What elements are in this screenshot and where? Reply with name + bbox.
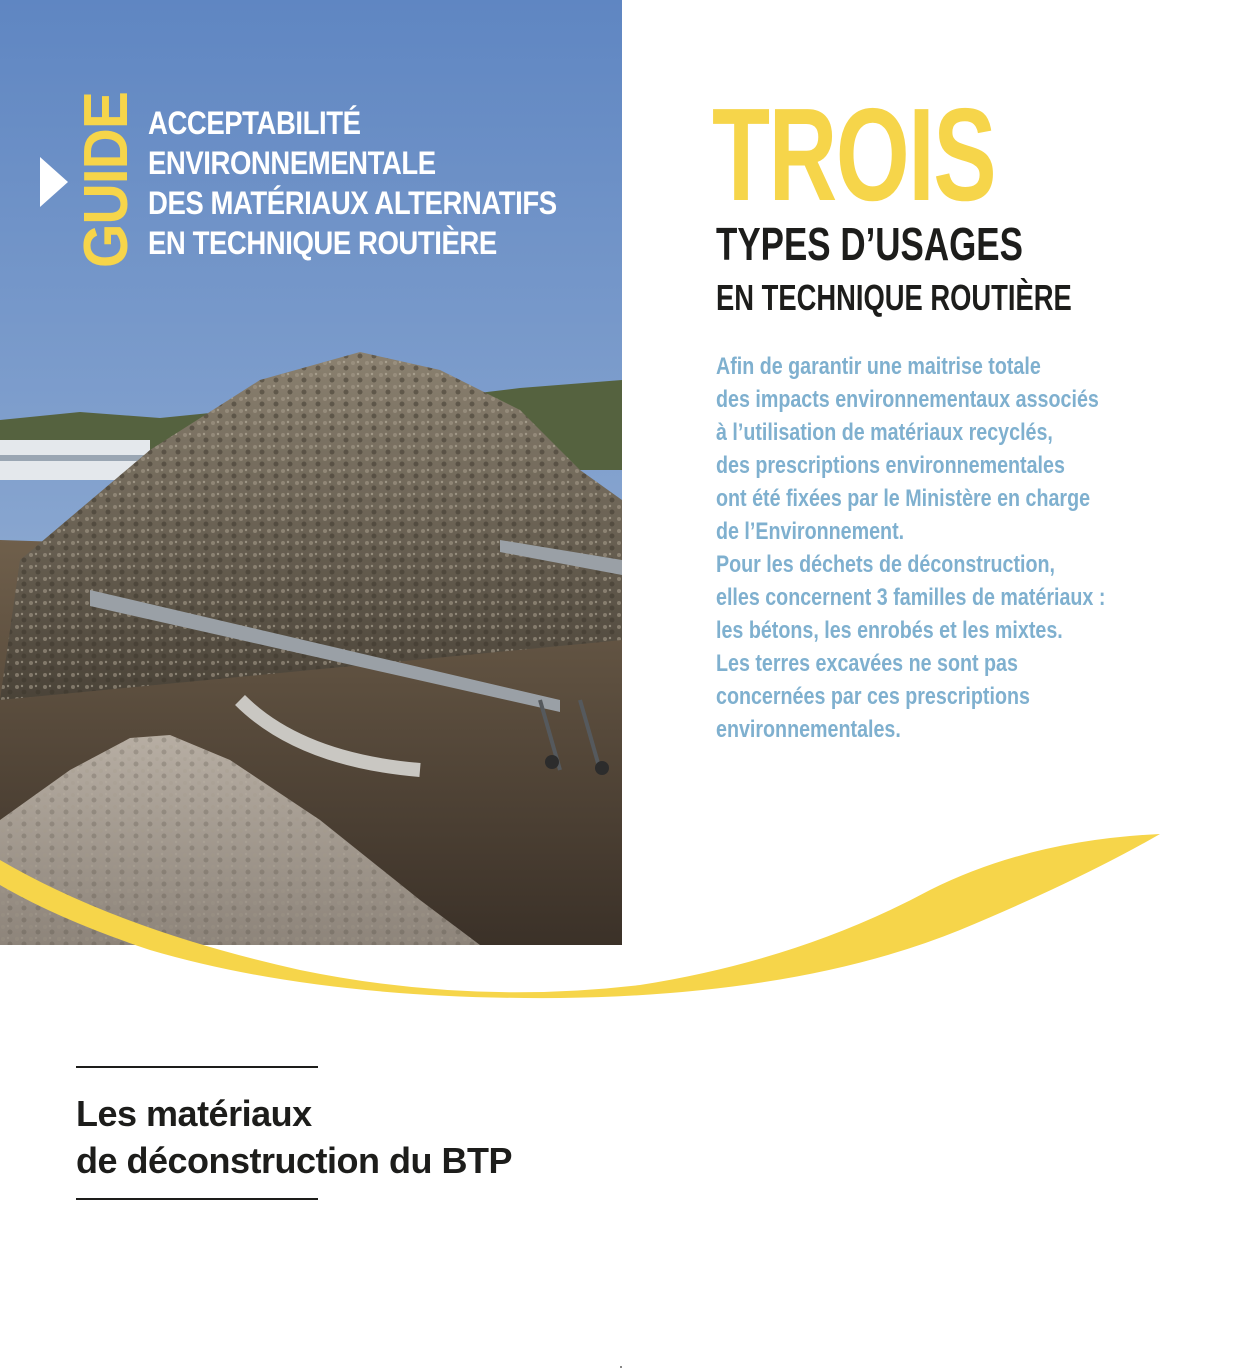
intro-line: les bétons, les enrobés et les mixtes. (716, 617, 1063, 644)
intro-paragraph (716, 350, 1175, 746)
intro-line: ont été fixées par le Ministère en charge (716, 485, 1091, 512)
intro-line: Pour les déchets de déconstruction, (716, 551, 1056, 578)
section-title-line: de déconstruction du BTP (76, 1140, 513, 1181)
guide-title-line: EN TECHNIQUE ROUTIÈRE (148, 225, 497, 261)
section-rule-top (76, 1066, 318, 1068)
guide-title-line: ACCEPTABILITÉ (148, 105, 361, 141)
intro-line: elles concernent 3 familles de matériaux : (716, 584, 1106, 611)
intro-line: des prescriptions environnementales (716, 452, 1065, 479)
yellow-swoosh (0, 820, 1260, 1010)
section-rule-bottom (76, 1198, 318, 1200)
intro-line: concernées par ces prescriptions (716, 683, 1030, 710)
heading-big-word: TROIS (712, 81, 996, 228)
intro-line: environnementales. (716, 716, 901, 743)
guide-title (148, 103, 557, 263)
intro-line: de l’Environnement. (716, 518, 905, 545)
intro-line: Afin de garantir une maitrise totale (716, 353, 1041, 380)
guide-label: GUIDE (72, 91, 141, 268)
page-mark (620, 1366, 622, 1368)
intro-line: à l’utilisation de matériaux recyclés, (716, 419, 1053, 446)
intro-line: des impacts environnementaux associés (716, 386, 1099, 413)
guide-title-line: DES MATÉRIAUX ALTERNATIFS (148, 185, 557, 221)
guide-title-line: ENVIRONNEMENTALE (148, 145, 436, 181)
section-title (76, 1090, 512, 1184)
heading-line-3: EN TECHNIQUE ROUTIÈRE (716, 277, 1072, 318)
section-title-line: Les matériaux (76, 1093, 312, 1134)
guide-arrow-icon (40, 157, 68, 207)
heading-line-2: TYPES D’USAGES (716, 218, 1023, 270)
intro-line: Les terres excavées ne sont pas (716, 650, 1018, 677)
